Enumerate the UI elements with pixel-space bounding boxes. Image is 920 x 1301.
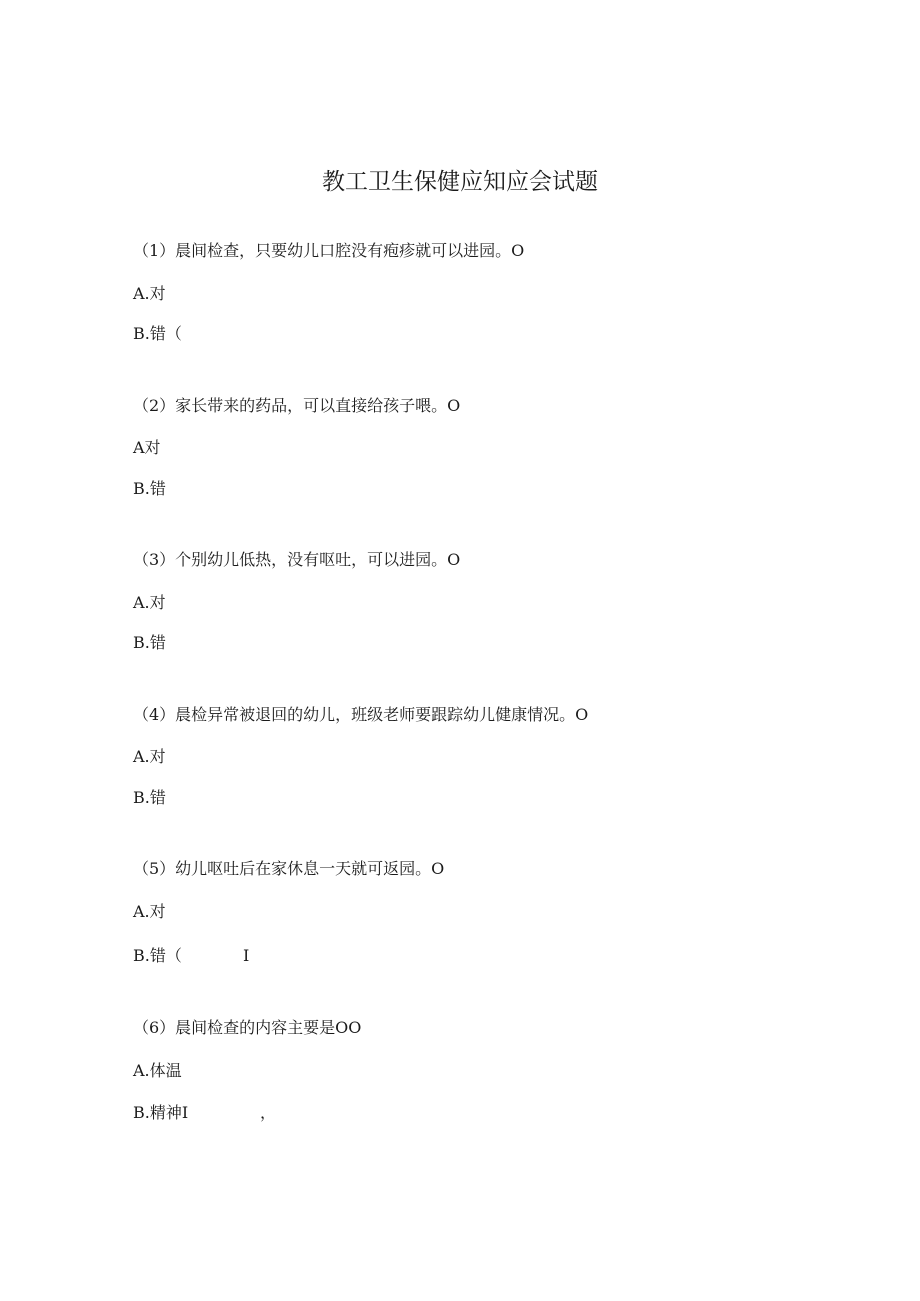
question-6: （6）晨间检查的内容主要是OO <box>133 1018 362 1037</box>
question-5-option-b: B.错（ <box>133 946 182 965</box>
question-3-option-a: A.对 <box>133 593 166 612</box>
question-4-option-b: B.错 <box>133 788 166 807</box>
question-6-option-a: A.体温 <box>133 1061 182 1080</box>
question-3: （3）个别幼儿低热，没有呕吐，可以进园。O <box>133 550 461 569</box>
question-4-option-a: A.对 <box>133 747 166 766</box>
question-2-option-a: A对 <box>133 438 161 457</box>
question-6-option-b: B.精神I <box>133 1103 189 1122</box>
question-1-option-a: A.对 <box>133 284 166 303</box>
question-2-option-b: B.错 <box>133 479 166 498</box>
question-4: （4）晨检异常被退回的幼儿，班级老师要跟踪幼儿健康情况。O <box>133 705 589 724</box>
stray-mark-bar: I <box>243 946 250 965</box>
page-title: 教工卫生保健应知应会试题 <box>322 169 598 195</box>
stray-mark-comma: ， <box>260 1103 277 1122</box>
question-5-option-a: A.对 <box>133 902 166 921</box>
question-5: （5）幼儿呕吐后在家休息一天就可返园。O <box>133 859 445 878</box>
question-1-option-b: B.错（ <box>133 324 182 343</box>
question-1: （1）晨间检查，只要幼儿口腔没有疱疹就可以进园。O <box>133 241 525 260</box>
question-3-option-b: B.错 <box>133 633 166 652</box>
question-2: （2）家长带来的药品，可以直接给孩子喂。O <box>133 396 461 415</box>
